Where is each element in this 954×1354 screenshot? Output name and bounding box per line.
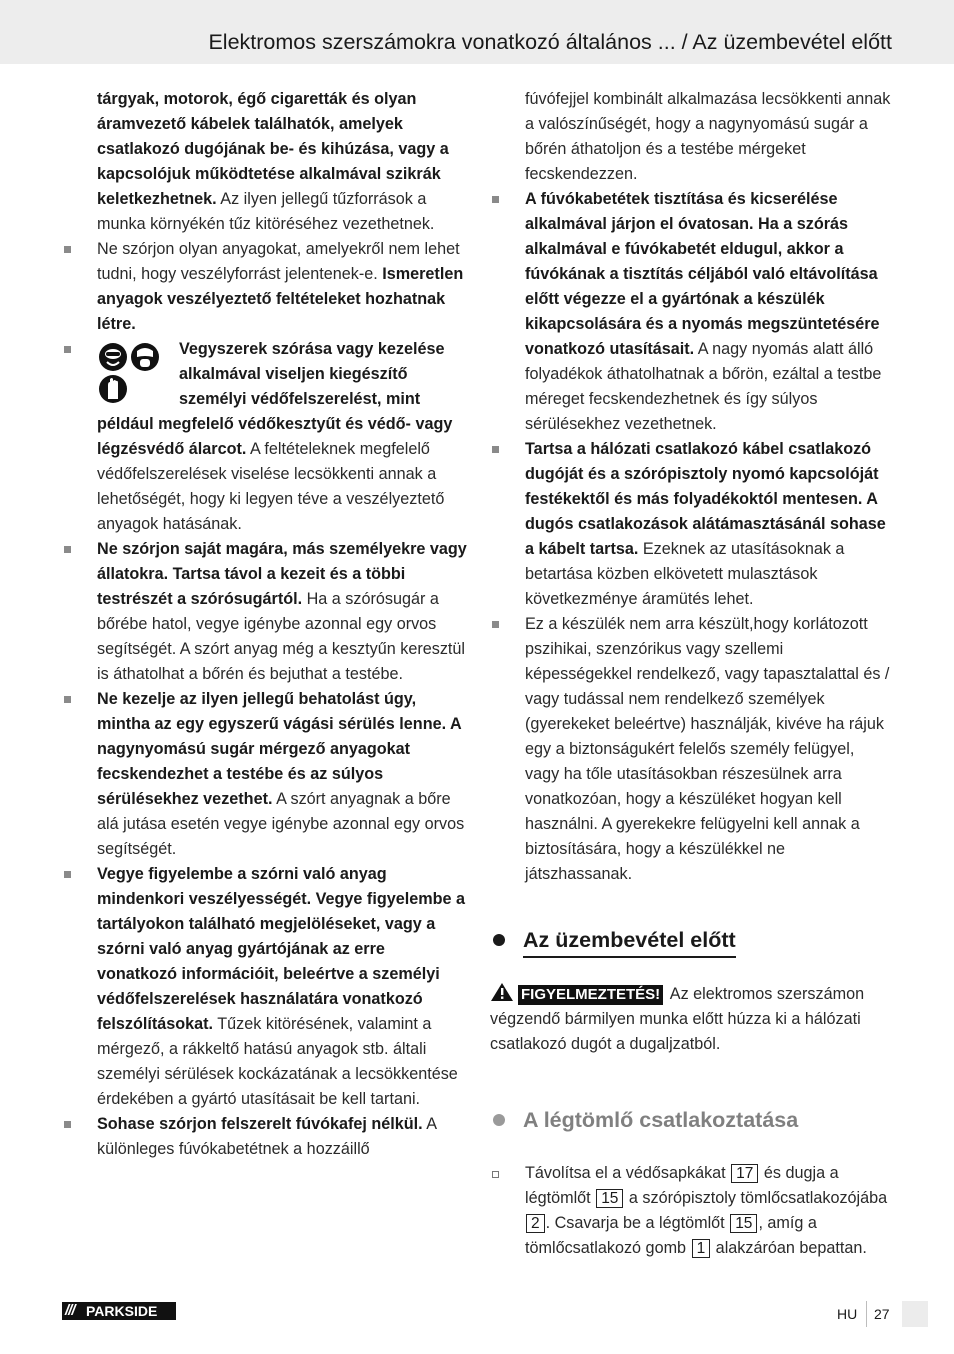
square-bullet-icon — [64, 546, 71, 553]
logo-text: PARKSIDE — [86, 1303, 158, 1319]
square-bullet-icon — [64, 1121, 71, 1128]
step-text: a szórópisztoly tömlőcsatlakozójába — [624, 1189, 888, 1207]
square-bullet-icon — [492, 621, 499, 628]
item-text: A feltételeknek megfelelő védőfelszerelések viselése lecsökkenti annak a lehetőségét, hogy ki legyen téve a veszélyeztető anyagok hatásának. — [97, 440, 445, 533]
list-item — [490, 612, 892, 887]
list-item — [62, 537, 467, 687]
item-bold-text: Ne kezelje az ilyen jellegű behatolást úgy, mintha az egy egyszerű vágási sérülés lenne. A nagynyomású sugár mérgező anyagokat fecskendezhet a testébe és az súlyos sérülésekhez vezethet. — [97, 690, 462, 808]
bullet-dot-icon — [493, 1114, 505, 1126]
list-item — [62, 337, 467, 537]
intro-bold-text: tárgyak, motorok, égő cigaretták és olyan áramvezető kábelek találhatók, amelyek csatlakozó dugójának be- és kihúzása, vagy a kapcsolójuk működtetése alkalmával szikrák keletkezhetnek. — [97, 90, 449, 208]
square-bullet-icon — [64, 871, 71, 878]
item-text: A nagy nyomás alatt álló folyadékok áthatolhatnak a bőrön, ezáltal a testbe méreget fecskendezhetnek és így súlyos sérülésekhez vezethetnek. — [525, 340, 882, 433]
item-text: Tűzek kitörésének, valamint a mérgező, a rákkeltő hatású anyagok stb. általi személyi sérülések kockázatának a lecsökkentése érdekében a gyártó utasításait be kell tartani. — [97, 1015, 458, 1108]
item-text: Ezeknek az utasításoknak a betartása közben elkövetett mulasztások következménye áramütés lehet. — [525, 540, 845, 608]
step-text: Távolítsa el a védősapkákat — [525, 1164, 731, 1182]
warning-triangle-icon — [490, 982, 514, 1002]
square-bullet-icon — [64, 246, 71, 253]
list-item — [62, 237, 467, 337]
logo-slashes: /// — [65, 1302, 75, 1319]
bullet-dot-icon — [493, 934, 505, 946]
part-number: 15 — [596, 1189, 623, 1208]
item-text: A különleges fúvókabetétnek a hozzáillő — [97, 1115, 437, 1158]
part-number: 17 — [731, 1164, 758, 1183]
warning-text: Az elektromos szerszámon végzendő bármilyen munka előtt húzza ki a hálózati csatlakozó dugót a dugaljzatból. — [490, 985, 865, 1053]
item-bold-text: A fúvókabetétek tisztítása és kicserélése alkalmával járjon el óvatosan. Ha a szórás alkalmával e fúvókabetét eldugul, akkor a fúvókának a tisztítás céljából való eltávolítása előtt végezze el a gyártónak a készülék kikapcsolására és a nyomás megszüntetésére vonatkozó utasításait. — [525, 190, 880, 358]
section-title: Az üzembevétel előtt — [523, 925, 736, 958]
item-bold-text: Ne szórjon saját magára, más személyekre vagy állatokra. Tartsa távol a kezeit és a többi testrészét a szórósugártól. — [97, 540, 467, 608]
continued-text: fúvófejjel kombinált alkalmazása lecsökkenti annak a valószínűségét, hogy a nagynyomású sugár a bőrén áthatoljon és a testébe mérgeket fecskendezzen. — [525, 90, 891, 183]
intro-text: Az ilyen jellegű tűzforrások a munka környékén tűz kitöréséhez vezethetnek. — [97, 190, 435, 233]
item-bold-text: Vegye figyelembe a szórni való anyag mindenkori veszélyességét. Vegye figyelembe a tartályokon található megjelöléseket, vagy a szórni való anyag gyártójának az erre vonatkozó információit, beleértve a személyi védőfelszerelések használatára vonatkozó felszólításokat. — [97, 865, 465, 1033]
left-column — [62, 87, 467, 1162]
square-bullet-icon — [64, 346, 71, 353]
section-title: A légtömlő csatlakoztatása — [523, 1108, 799, 1132]
page-number: 27 — [874, 1306, 890, 1322]
right-column — [490, 87, 892, 1261]
footer-tab — [902, 1301, 928, 1327]
language-code: HU — [837, 1306, 858, 1322]
intro-paragraph — [62, 87, 467, 237]
step-text: alakzáróan bepattan. — [711, 1239, 867, 1257]
item-text: Ez a készülék nem arra készült,hogy korlátozott pszihikai, szenzórikus vagy szellemi képességekkel rendelkező, vagy tapasztalattal és / vagy tudással nem rendelkező személyek (gyerekeket beleértve) használják, kivéve ha rájuk egy a biztonságukért felelős személy felügyel, vagy ha tőle utasításokban részesülnek arra vonatkozóan, hogy a készüléket hogyan kell használni. A gyerekekre felügyelni kell annak a biztosítására, hogy a készülékkel ne játszhassanak. — [525, 615, 890, 883]
list-item — [490, 437, 892, 612]
item-text: A szórt anyagnak a bőre alá jutása esetén vegye igénybe azonnal egy orvos segítségét. — [97, 790, 465, 858]
warning-label: FIGYELMEZTETÉS! — [518, 985, 663, 1005]
square-bullet-icon — [492, 196, 499, 203]
list-item — [62, 862, 467, 1112]
part-number: 2 — [526, 1214, 545, 1233]
item-text: Ne szórjon olyan anyagokat, amelyekről nem lehet tudni, hogy veszélyforrást jelentenek-e. — [97, 240, 460, 283]
item-bold-text: Ismeretlen anyagok veszélyeztető feltételeket hozhatnak létre. — [97, 265, 464, 333]
section-heading-before-use — [490, 925, 892, 958]
item-bold-text: Vegyszerek szórása vagy kezelése alkalmával viseljen kiegészítő személyi védőfelszerelést, mint például megfelelő védőkesztyűt és védő- vagy légzésvédő álarcot. — [97, 340, 453, 458]
continued-paragraph — [490, 87, 892, 187]
square-bullet-icon — [492, 446, 499, 453]
item-bold-text: Sohase szórjon felszerelt fúvókafej nélkül. — [97, 1115, 423, 1133]
step-item — [490, 1161, 892, 1261]
item-text: Ha a szórósugár a bőrébe hatol, vegye igénybe azonnal egy orvos segítségét. A szórt anyag még a kesztyűn keresztül is áthatolhat a bőrén és bejuthat a testébe. — [97, 590, 466, 683]
step-text: és dugja a légtömlőt — [525, 1164, 839, 1207]
footer-divider — [866, 1301, 867, 1327]
warning-paragraph — [490, 982, 892, 1057]
section-heading-air-hose — [490, 1105, 892, 1135]
step-text: . Csavarja be a légtömlőt — [545, 1214, 730, 1232]
part-number: 1 — [692, 1239, 711, 1258]
list-item — [490, 187, 892, 437]
item-bold-text: Tartsa a hálózati csatlakozó kábel csatlakozó dugóját és a szórópisztoly nyomó kapcsolóját festékektől és más folyadékoktól mentesen. A dugós csatlakozások alátámasztásánál sohase a kábelt tartsa. — [525, 440, 886, 558]
part-number: 15 — [730, 1214, 757, 1233]
list-item — [62, 687, 467, 862]
parkside-logo — [62, 1302, 176, 1320]
step-text: , amíg a tömlőcsatlakozó gomb — [525, 1214, 817, 1257]
list-item — [62, 1112, 467, 1162]
square-bullet-icon — [64, 696, 71, 703]
page-header — [0, 0, 954, 64]
protective-equipment-icons — [97, 341, 161, 405]
checkbox-bullet-icon — [492, 1171, 499, 1178]
page-title: Elektromos szerszámokra vonatkozó általános ... / Az üzembevétel előtt — [208, 30, 892, 54]
